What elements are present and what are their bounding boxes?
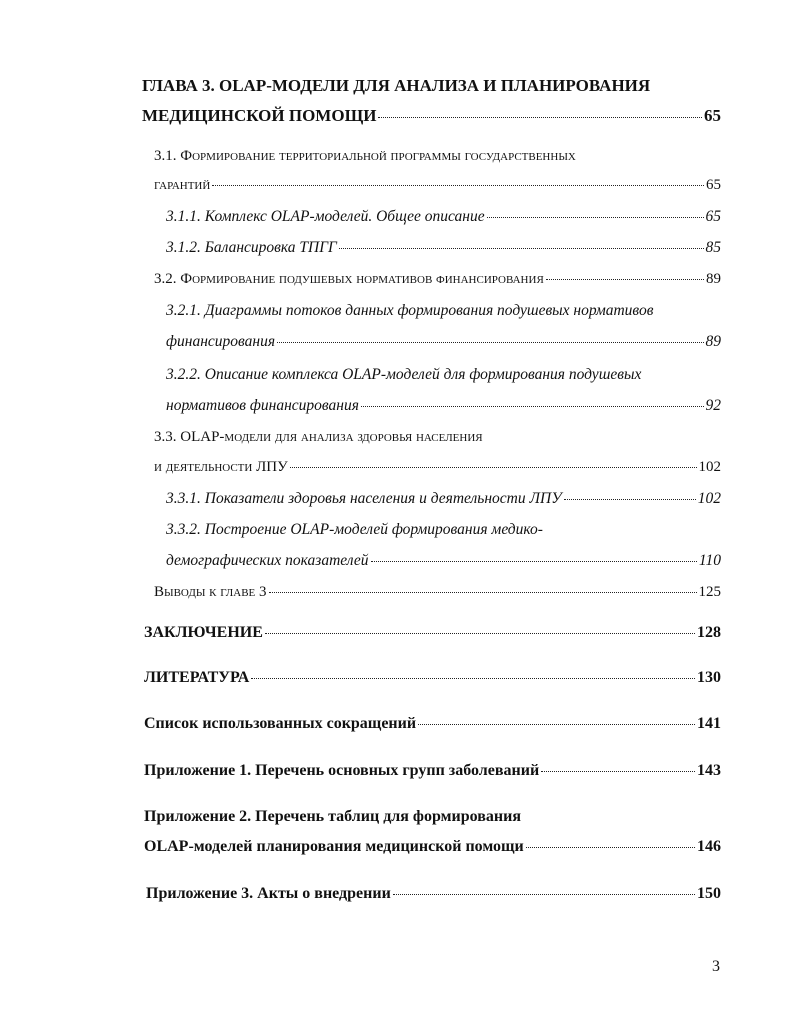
toc-chapter3-title-line1: ГЛАВА 3. OLAP-МОДЕЛИ ДЛЯ АНАЛИЗА И ПЛАНИРОВАНИЯ: [142, 76, 651, 95]
dot-leader: [265, 633, 695, 634]
toc-appendix3-title: Приложение 3. Акты о внедрении: [146, 885, 391, 902]
toc-3-3-2-page: 110: [698, 552, 721, 569]
toc-3-1-1-title: 3.1.1. Комплекс OLAP-моделей. Общее описание: [166, 208, 485, 225]
toc-literature-entry[interactable]: [144, 669, 721, 687]
dot-leader: [526, 847, 695, 848]
toc-3-3-1-title: 3.3.1. Показатели здоровья населения и деятельности ЛПУ: [166, 490, 562, 507]
toc-conclusions-title: Выводы к главе 3: [154, 584, 267, 600]
toc-conclusions-page: 125: [698, 584, 721, 600]
page-number: 3: [712, 958, 720, 975]
toc-conclusions-entry[interactable]: [154, 584, 721, 601]
toc-appendix3-page: 150: [697, 885, 721, 902]
toc-3-3-2-title-line2: демографических показателей: [166, 552, 369, 569]
toc-3-2-entry[interactable]: [154, 271, 721, 288]
toc-3-1-2-title: 3.1.2. Балансировка ТПГГ: [166, 239, 337, 256]
toc-3-3-title-line2: и деятельности ЛПУ: [154, 459, 288, 475]
dot-leader: [541, 771, 695, 772]
dot-leader: [361, 406, 704, 407]
dot-leader: [212, 185, 704, 186]
toc-abbreviations-page: 141: [697, 715, 721, 732]
toc-3-2-1-page: 89: [705, 333, 721, 350]
toc-3-3-entry[interactable]: [154, 459, 721, 476]
dot-leader: [564, 499, 696, 500]
toc-3-1-entry[interactable]: [154, 177, 721, 194]
dot-leader: [269, 592, 697, 593]
dot-leader: [251, 678, 695, 679]
toc-appendix1-entry[interactable]: [144, 762, 721, 780]
dot-leader: [371, 561, 697, 562]
toc-appendix2-entry[interactable]: [144, 838, 721, 856]
toc-abbreviations-title: Список использованных сокращений: [144, 715, 417, 732]
dot-leader: [277, 342, 703, 343]
toc-appendix2-page: 146: [697, 838, 721, 855]
dot-leader: [339, 248, 704, 249]
toc-summary-page: 128: [697, 624, 721, 641]
dot-leader: [378, 117, 702, 118]
dot-leader: [393, 894, 695, 895]
dot-leader: [487, 217, 704, 218]
toc-3-1-1-page: 65: [705, 208, 721, 225]
toc-appendix2-title-line2: OLAP-моделей планирования медицинской помощи: [144, 838, 524, 855]
toc-chapter3-entry[interactable]: [142, 106, 721, 126]
toc-summary-entry[interactable]: [144, 624, 721, 642]
toc-literature-title: ЛИТЕРАТУРА: [144, 669, 250, 686]
toc-3-3-2-title-line1: 3.3.2. Построение OLAP-моделей формирования медико-: [166, 521, 543, 538]
dot-leader: [546, 279, 704, 280]
toc-summary-title: ЗАКЛЮЧЕНИЕ: [144, 624, 263, 641]
toc-3-2-2-page: 92: [705, 397, 721, 414]
toc-3-3-1-page: 102: [697, 490, 721, 507]
toc-appendix3-entry[interactable]: [146, 885, 721, 903]
toc-3-2-1-entry[interactable]: [166, 333, 721, 351]
toc-3-2-page: 89: [706, 271, 721, 287]
toc-3-1-title-line2: гарантий: [154, 177, 211, 193]
toc-3-2-1-title-line2: финансирования: [166, 333, 276, 350]
toc-appendix1-page: 143: [697, 762, 721, 779]
toc-3-2-title: 3.2. Формирование подушевых нормативов финансирования: [154, 271, 544, 287]
toc-3-3-title-line1: 3.3. OLAP-модели для анализа здоровья населения: [154, 429, 483, 445]
toc-3-1-page: 65: [706, 177, 721, 193]
toc-3-2-2-title-line1: 3.2.2. Описание комплекса OLAP-моделей для формирования подушевых: [166, 366, 642, 383]
toc-3-2-2-title-line2: нормативов финансирования: [166, 397, 359, 414]
toc-3-3-1-entry[interactable]: [166, 490, 721, 508]
toc-3-2-1-title-line1: 3.2.1. Диаграммы потоков данных формирования подушевых нормативов: [166, 302, 654, 319]
toc-3-1-title-line1: 3.1. Формирование территориальной программы государственных: [154, 148, 576, 164]
toc-3-3-page: 102: [698, 459, 721, 475]
toc-3-1-1-entry[interactable]: [166, 208, 721, 226]
dot-leader: [418, 724, 695, 725]
dot-leader: [290, 467, 697, 468]
toc-appendix2-title-line1: Приложение 2. Перечень таблиц для формирования: [144, 808, 521, 825]
toc-appendix1-title: Приложение 1. Перечень основных групп заболеваний: [144, 762, 540, 779]
toc-3-1-2-entry[interactable]: [166, 239, 721, 257]
toc-literature-page: 130: [697, 669, 721, 686]
toc-chapter3-title-line2: МЕДИЦИНСКОЙ ПОМОЩИ: [142, 106, 377, 125]
toc-chapter3-page: 65: [704, 106, 721, 125]
toc-3-1-2-page: 85: [705, 239, 721, 256]
toc-abbreviations-entry[interactable]: [144, 715, 721, 733]
toc-3-2-2-entry[interactable]: [166, 397, 721, 415]
toc-3-3-2-entry[interactable]: [166, 552, 721, 570]
